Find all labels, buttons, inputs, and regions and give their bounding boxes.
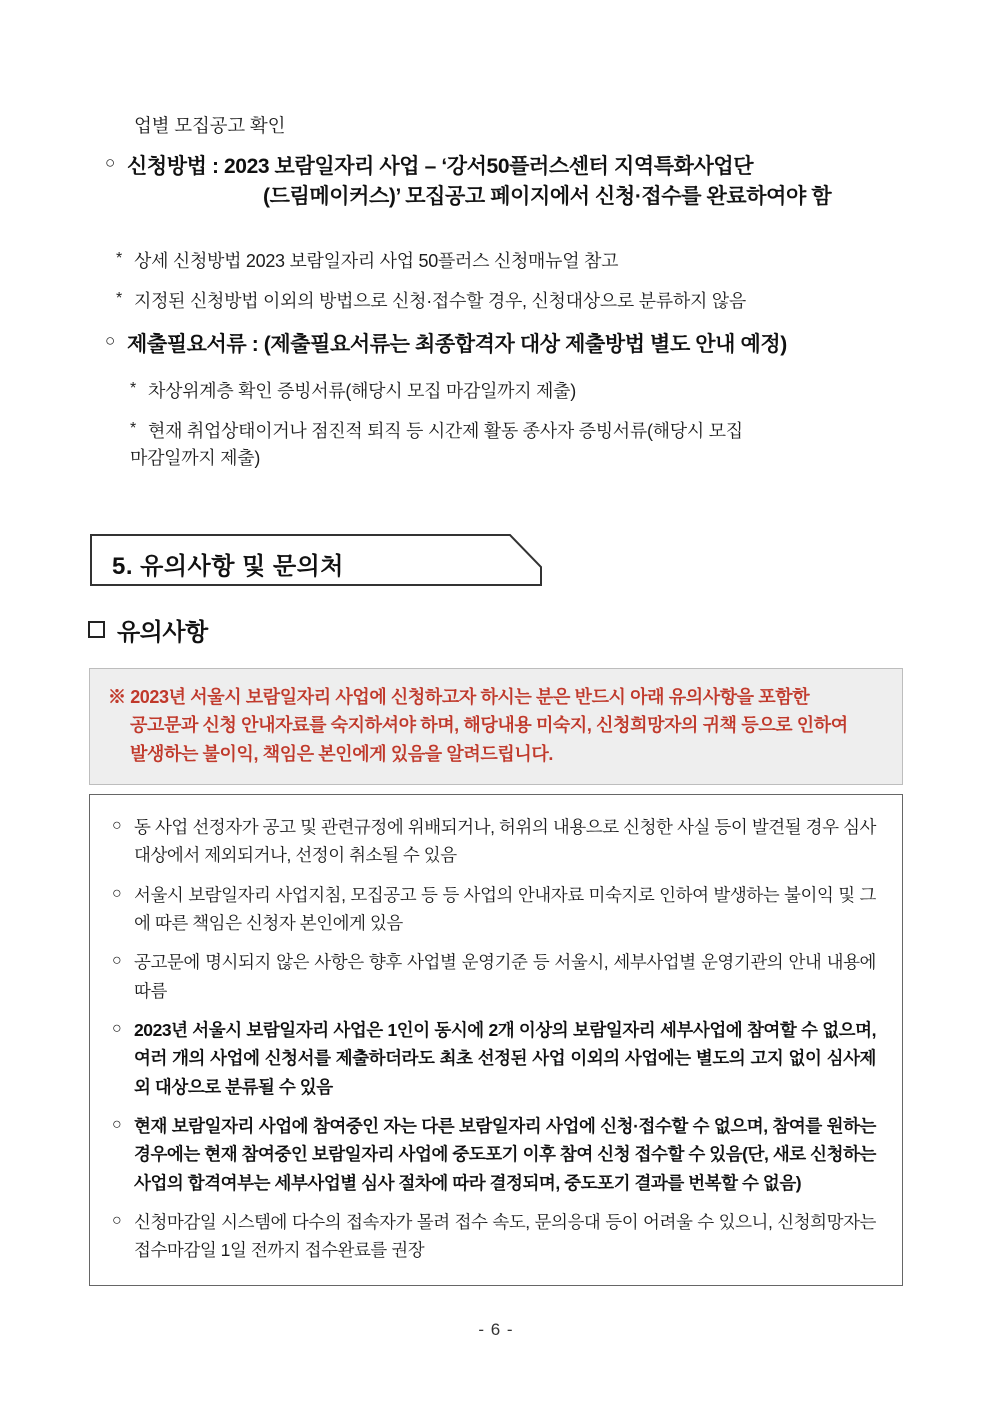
sub-item-text-line1: 현재 취업상태이거나 점진적 퇴직 등 시간제 활동 종사자 증빙서류(해당시 모집: [148, 421, 743, 441]
list-item: [112, 948, 876, 1005]
subheading-label: 유의사항: [117, 619, 208, 646]
asterisk-marker: *: [116, 250, 123, 267]
list-item-marker: ○: [112, 884, 122, 902]
sub-item-invalid-method: [116, 288, 926, 315]
notice-text: [108, 683, 884, 768]
sub-item-employment-proof: [130, 418, 920, 472]
list-item: [112, 1112, 876, 1197]
notice-line-2: 공고문과 신청 안내자료를 숙지하셔야 하며, 해당내용 미숙지, 신청희망자의 귀책 등으로 인하여: [130, 715, 848, 736]
section-title: 5. 유의사항 및 문의처: [112, 553, 344, 580]
list-item-marker: ○: [112, 952, 122, 970]
notice-line-1: ※ 2023년 서울시 보람일자리 사업에 신청하고자 하시는 분은 반드시 아래 유의사항을 포함한: [108, 687, 810, 707]
list-item-marker: ○: [112, 1212, 122, 1230]
asterisk-marker: *: [116, 290, 123, 307]
sub-item-text: [130, 418, 743, 472]
list-item-text: 공고문에 명시되지 않은 사항은 향후 사업별 운영기준 등 서울시, 세부사업별 운영기관의 안내 내용에 따름: [134, 952, 876, 1001]
notice-line-3: 발생하는 불이익, 책임은 본인에게 있음을 알려드립니다.: [130, 743, 553, 764]
sub-item-text: 차상위계층 확인 증빙서류(해당시 모집 마감일까지 제출): [148, 381, 576, 401]
bullet-marker: ○: [105, 331, 116, 350]
list-item-marker: ○: [112, 817, 122, 834]
list-item-text: 신청마감일 시스템에 다수의 접속자가 몰려 접수 속도, 문의응대 등이 어려울 수 있으니, 신청희망자는 접수마감일 1일 전까지 접수완료를 권장: [134, 1212, 876, 1261]
bullet-text: 제출필요서류 : (제출필요서류는 최종합격자 대상 제출방법 별도 안내 예정): [127, 333, 787, 356]
bullet-item-required-documents: [105, 330, 925, 360]
continuation-text: 업별 모집공고 확인: [134, 115, 286, 136]
bullet-item-application-method: [105, 152, 925, 213]
list-item: [112, 1208, 876, 1265]
list-item-marker: ○: [112, 1020, 122, 1038]
sub-item-text: 상세 신청방법 2023 보람일자리 사업 50플러스 신청매뉴얼 참고: [134, 251, 619, 271]
square-bullet-icon: [88, 621, 105, 638]
list-item-text: 현재 보람일자리 사업에 참여중인 자는 다른 보람일자리 사업에 신청·접수할 수 없으며, 참여를 원하는 경우에는 현재 참여중인 보람일자리 사업에 중도포기 이후 참여 신청 접수할 수 있음(단, 새로 신청하는 사업의 합격여부는 세부사업별 심사 절차에 따라 결정되며, 중도포기 결과를 번복할 수 없음): [134, 1116, 876, 1193]
sub-item-text-line2: 마감일까지 제출): [130, 448, 261, 468]
sub-item-text: 지정된 신청방법 이외의 방법으로 신청·접수할 경우, 신청대상으로 분류하지 않음: [134, 291, 746, 311]
bullet-text-line2: (드림메이커스)’ 모집공고 페이지에서 신청·접수를 완료하여야 함: [263, 185, 832, 209]
bullet-text: [127, 152, 831, 213]
bullet-text-line1: 신청방법 : 2023 보람일자리 사업 – ‘강서50플러스센터 지역특화사업단: [127, 155, 754, 178]
notice-box: [89, 668, 903, 785]
list-item-text: 서울시 보람일자리 사업지침, 모집공고 등 등 사업의 안내자료 미숙지로 인하여 발생하는 불이익 및 그에 따른 책임은 신청자 본인에게 있음: [134, 884, 876, 934]
bullet-marker: ○: [105, 153, 116, 172]
notice-list-box: [89, 794, 903, 1286]
list-item: [112, 1016, 876, 1101]
list-item-marker: ○: [112, 1116, 122, 1134]
asterisk-marker: *: [130, 380, 137, 397]
list-item-text: 2023년 서울시 보람일자리 사업은 1인이 동시에 2개 이상의 보람일자리 세부사업에 참여할 수 없으며, 여러 개의 사업에 신청서를 제출하더라도 최초 선정된 사업 이외의 사업에는 별도의 고지 없이 심사제외 대상으로 분류될 수 있음: [134, 1020, 876, 1097]
section-banner: [90, 534, 542, 586]
page-number: - 6 -: [478, 1320, 514, 1339]
subheading-notice: [88, 612, 208, 647]
list-item: [112, 813, 876, 870]
sub-item-manual-reference: [116, 248, 926, 275]
sub-item-low-income-proof: [130, 378, 930, 405]
list-item-text: 동 사업 선정자가 공고 및 관련규정에 위배되거나, 허위의 내용으로 신청한 사실 등이 발견될 경우 심사대상에서 제외되거나, 선정이 취소될 수 있음: [134, 817, 876, 866]
asterisk-marker: *: [130, 420, 137, 437]
list-item: [112, 881, 876, 938]
